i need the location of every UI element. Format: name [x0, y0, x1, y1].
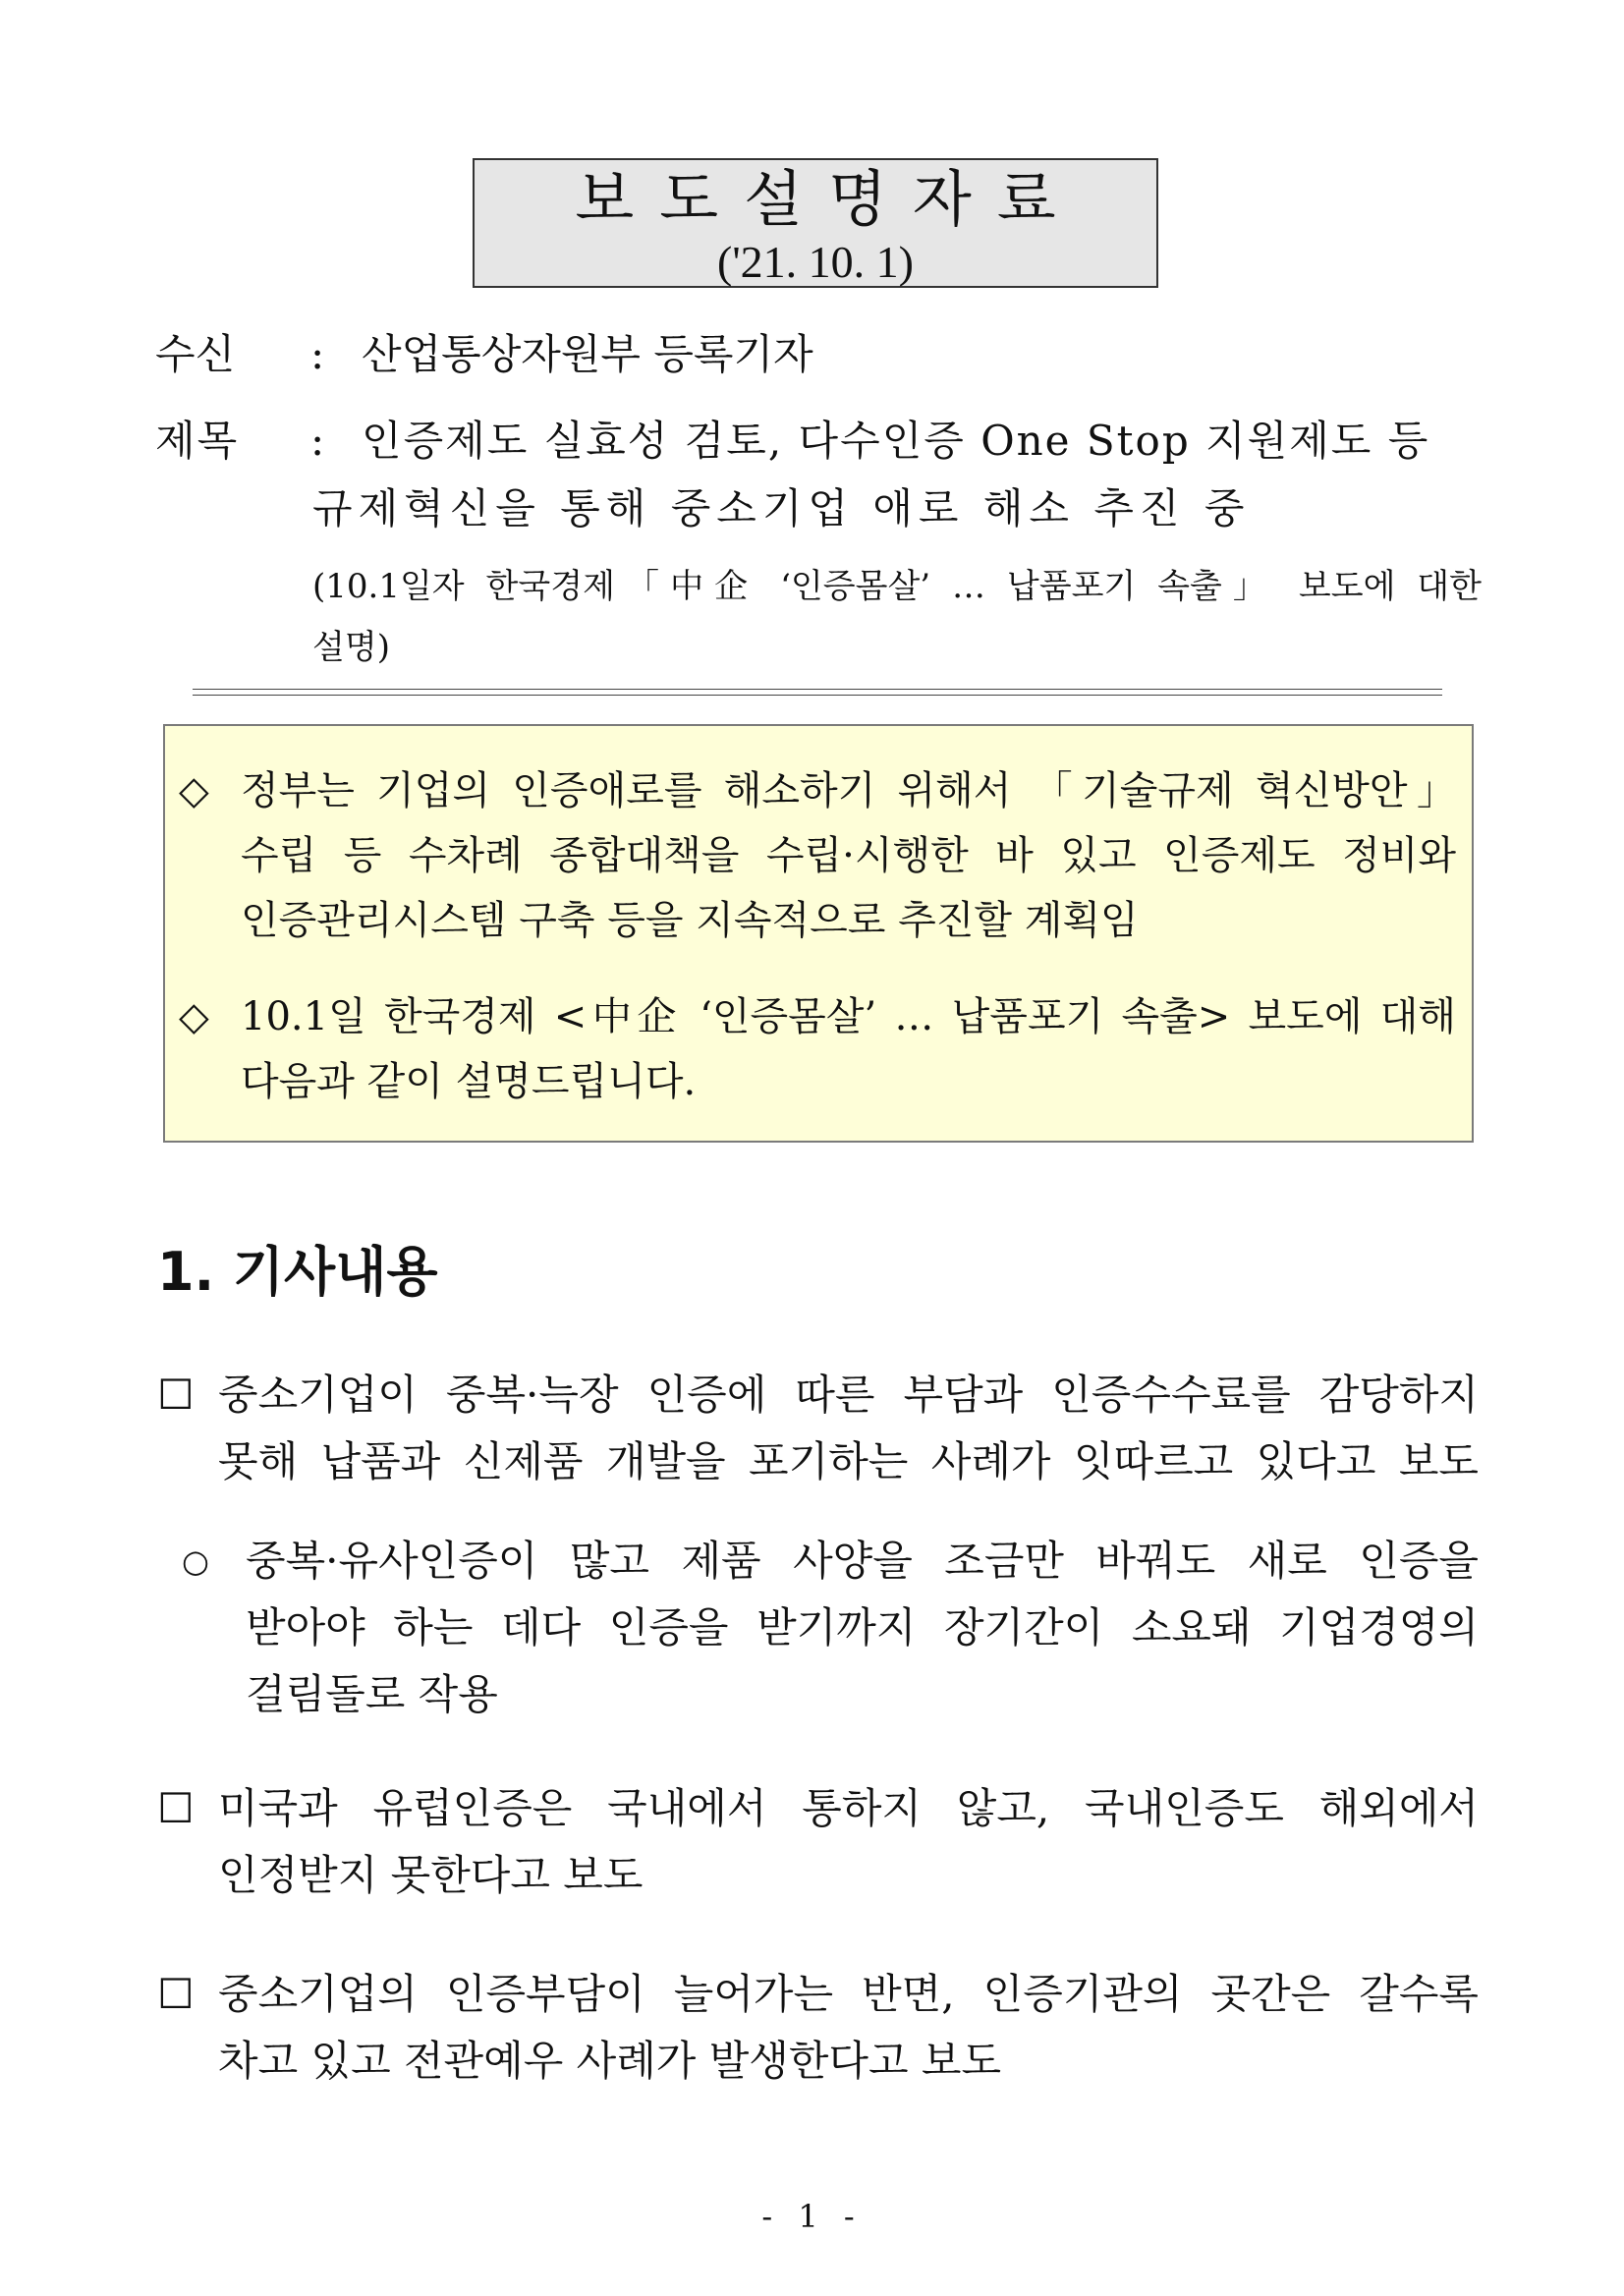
subject-colon: :: [310, 417, 327, 465]
article-sub-bullet: [182, 1528, 1479, 1728]
page-number: - 1 -: [761, 2198, 863, 2235]
sub-bullet-line: 중복·유사인증이 많고 제품 사양을 조금만 바꿔도 새로 인증을: [246, 1537, 1479, 1585]
document-date: ('21. 10. 1): [717, 237, 914, 287]
subject-line1: 인증제도 실효성 검토, 다수인증 One Stop 지원제도 등: [362, 417, 1430, 465]
bullet-line: 차고 있고 전관예우 사례가 발생한다고 보도: [218, 2037, 1002, 2085]
checkbox-bullet-icon: ☐: [157, 1784, 195, 1832]
sub-bullet-line: 걸림돌로 작용: [246, 1670, 498, 1718]
bullet-line: 중소기업의 인증부담이 늘어가는 반면, 인증기관의 곳간은 갈수록: [218, 1970, 1479, 2018]
section-heading: 1. 기사내용: [157, 1241, 438, 1303]
subject-note-line1: (10.1일자 한국경제「中企 ‘인증몸살’ … 납품포기 속출」 보도에 대한: [312, 567, 1482, 606]
subject-line2: 규제혁신을 통해 중소기업 애로 해소 추진 중: [312, 484, 1251, 532]
recipient-value: 산업통상자원부 등록기자: [362, 330, 813, 378]
article-bullet: [157, 1775, 1479, 1909]
article-bullet: [157, 1362, 1479, 1495]
summary-line: 10.1일 한국경제 <中企 ‘인증몸살’ … 납품포기 속출> 보도에 대해: [241, 994, 1456, 1039]
summary-line: 인증관리시스템 구축 등을 지속적으로 추진할 계획임: [241, 898, 1139, 943]
checkbox-bullet-icon: ☐: [157, 1371, 195, 1419]
sub-bullet-line: 받아야 하는 데다 인증을 받기까지 장기간이 소요돼 기업경영의: [246, 1603, 1479, 1652]
article-bullet: [157, 1961, 1479, 2095]
diamond-bullet-icon: ◇: [179, 768, 209, 813]
subject-note: [312, 556, 1482, 678]
subject-line: [155, 417, 1429, 466]
recipient-label: 수신: [155, 330, 236, 378]
title-box: [473, 158, 1158, 288]
subject-note-line2: 설명): [312, 628, 390, 667]
summary-line: 다음과 같이 설명드립니다.: [241, 1059, 697, 1104]
summary-item: [179, 984, 1456, 1114]
recipient-colon: :: [310, 330, 325, 378]
document-title: 보도설명자료: [575, 163, 1082, 235]
bullet-line: 중소기업이 중복·늑장 인증에 따른 부담과 인증수수료를 감당하지: [218, 1371, 1479, 1419]
double-rule-divider: [193, 689, 1442, 696]
diamond-bullet-icon: ◇: [179, 994, 209, 1039]
bullet-line: 못해 납품과 신제품 개발을 포기하는 사례가 잇따르고 있다고 보도: [218, 1437, 1479, 1485]
summary-line: 정부는 기업의 인증애로를 해소하기 위해서 「기술규제 혁신방안」: [241, 768, 1456, 813]
bullet-line: 인정받지 못한다고 보도: [218, 1851, 644, 1899]
checkbox-bullet-icon: ☐: [157, 1970, 195, 2018]
circle-bullet-icon: ○: [182, 1542, 209, 1580]
summary-line: 수립 등 수차례 종합대책을 수립·시행한 바 있고 인증제도 정비와: [241, 833, 1456, 878]
recipient-line: [155, 330, 813, 379]
summary-box: [163, 724, 1474, 1143]
bullet-line: 미국과 유럽인증은 국내에서 통하지 않고, 국내인증도 해외에서: [218, 1784, 1479, 1832]
summary-item: [179, 758, 1456, 953]
subject-label: 제목: [155, 417, 240, 465]
